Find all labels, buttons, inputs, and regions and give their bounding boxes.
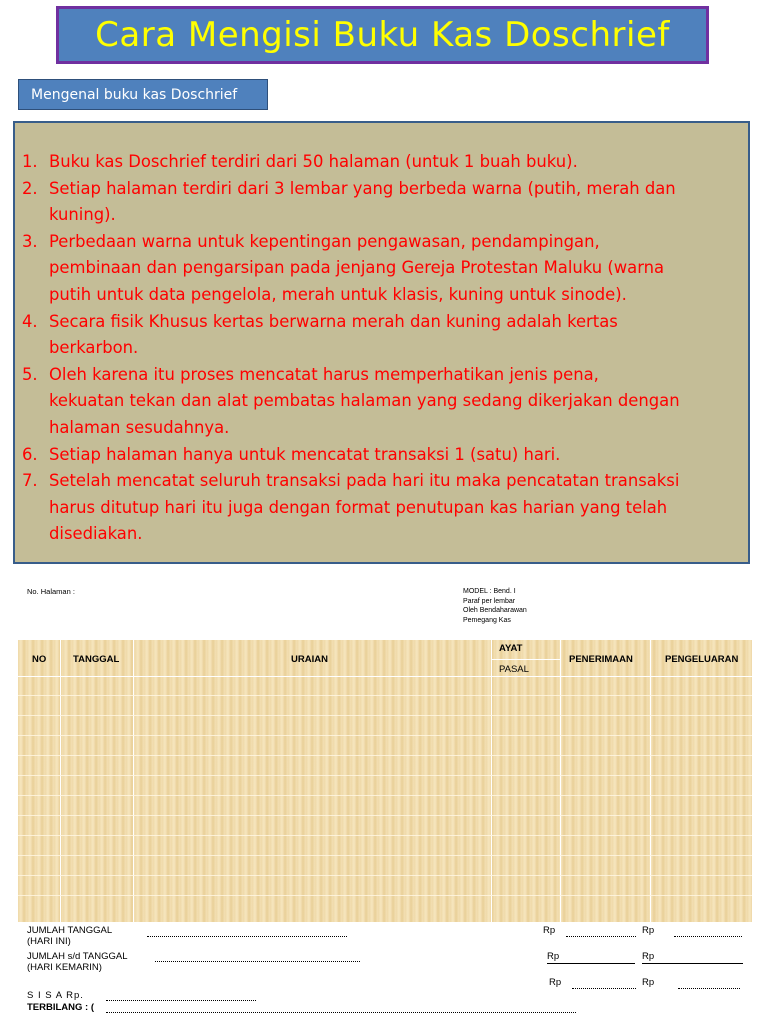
header-pasal: PASAL: [499, 664, 529, 675]
hari-ini-label: (HARI INI): [27, 936, 71, 947]
item-number: 4.: [22, 311, 38, 331]
dotted-line: [566, 936, 636, 937]
ledger-table: [18, 640, 752, 922]
row-line: [18, 755, 752, 756]
section-label: [18, 79, 268, 110]
item-number: 2.: [22, 178, 38, 198]
instruction-item: [22, 176, 732, 229]
item-line: berkarbon.: [49, 338, 139, 358]
rp-label: Rp: [549, 977, 562, 988]
rp-label: Rp: [547, 951, 560, 962]
row-line: [18, 695, 752, 696]
item-number: 6.: [22, 444, 38, 464]
section-label-text: Mengenal buku kas Doschrief: [31, 86, 238, 103]
header-pengeluaran: PENGELUARAN: [665, 654, 739, 665]
instruction-item: [22, 362, 732, 442]
item-line: Setiap halaman hanya untuk mencatat transaksi 1 (satu) hari.: [49, 444, 561, 464]
cash-book-form: [0, 578, 768, 1024]
header-penerimaan: PENERIMAAN: [569, 654, 633, 665]
dotted-line: [674, 936, 742, 937]
row-line: [18, 815, 752, 816]
jumlah-sd-label: JUMLAH s/d TANGGAL: [27, 951, 128, 962]
header-divider: [18, 676, 752, 677]
rp-label: Rp: [642, 925, 655, 936]
page-number-label: No. Halaman :: [27, 587, 75, 596]
header-no: NO: [32, 654, 47, 665]
dotted-line: [678, 988, 740, 989]
instruction-item: [22, 229, 732, 309]
row-line: [18, 715, 752, 716]
column-divider: [491, 640, 492, 922]
rp-label: Rp: [543, 925, 556, 936]
item-number: 7.: [22, 471, 38, 491]
row-line: [18, 835, 752, 836]
item-line: kekuatan tekan dan alat pembatas halaman yang sedang dikerjakan dengan: [49, 391, 680, 411]
ayat-pasal-divider: [491, 659, 560, 660]
instruction-item: [22, 468, 732, 548]
instructions-box: [13, 121, 750, 564]
item-line: Secara fisik Khusus kertas berwarna merah dan kuning adalah kertas: [49, 311, 618, 331]
item-number: 3.: [22, 231, 38, 251]
item-line: disediakan.: [49, 524, 143, 544]
model-line: Pemegang Kas: [463, 616, 511, 624]
item-number: 1.: [22, 152, 38, 171]
item-line: pembinaan dan pengarsipan pada jenjang Gereja Protestan Maluku (warna: [49, 258, 665, 278]
model-line: Oleh Bendaharawan: [463, 607, 527, 614]
dotted-line: [155, 961, 360, 962]
dotted-line: [147, 936, 347, 937]
row-line: [18, 895, 752, 896]
item-line: Buku kas Doschrief terdiri dari 50 halaman (untuk 1 buah buku).: [49, 152, 578, 171]
item-line: halaman sesudahnya.: [49, 417, 230, 437]
row-line: [18, 875, 752, 876]
dotted-line: [572, 988, 636, 989]
row-line: [18, 775, 752, 776]
underline: [547, 963, 635, 964]
dotted-line: [106, 1000, 256, 1001]
rp-label: Rp: [642, 977, 655, 988]
item-number: 5.: [22, 364, 38, 384]
column-divider: [133, 640, 134, 922]
header-tanggal: TANGGAL: [73, 654, 120, 665]
item-line: Setelah mencatat seluruh transaksi pada hari itu maka pencatatan transaksi: [49, 471, 680, 491]
row-line: [18, 855, 752, 856]
underline: [642, 963, 743, 964]
title-banner: [56, 6, 709, 64]
jumlah-tanggal-label: JUMLAH TANGGAL: [27, 925, 113, 936]
dotted-line: [106, 1012, 576, 1013]
item-line: Perbedaan warna untuk kepentingan pengawasan, pendampingan,: [49, 231, 600, 251]
row-line: [18, 795, 752, 796]
rp-label: Rp: [642, 951, 655, 962]
item-line: putih untuk data pengelola, merah untuk klasis, kuning untuk sinode).: [49, 284, 627, 304]
instructions-list: [15, 123, 748, 548]
item-line: Oleh karena itu proses mencatat harus memperhatikan jenis pena,: [49, 364, 599, 384]
column-divider: [650, 640, 651, 922]
item-line: kuning).: [49, 205, 116, 225]
model-line: Paraf per lembar: [463, 597, 516, 605]
instruction-item: [22, 442, 732, 469]
item-line: harus ditutup hari itu juga dengan format penutupan kas harian yang telah: [49, 497, 668, 517]
page-title: Cara Mengisi Buku Kas Doschrief: [95, 15, 670, 55]
column-divider: [560, 640, 561, 922]
header-ayat: AYAT: [499, 643, 523, 654]
hari-kemarin-label: (HARI KEMARIN): [27, 962, 102, 973]
model-info: [463, 587, 527, 625]
terbilang-label: TERBILANG : (: [27, 1002, 95, 1013]
item-line: Setiap halaman terdiri dari 3 lembar yang berbeda warna (putih, merah dan: [49, 178, 676, 198]
model-line: MODEL : Bend. I: [463, 588, 516, 595]
instruction-item: [22, 309, 732, 362]
instruction-item: [22, 149, 732, 176]
row-line: [18, 735, 752, 736]
sisa-label: S I S A Rp.: [27, 990, 84, 1001]
column-divider: [60, 640, 61, 922]
header-uraian: URAIAN: [291, 654, 328, 665]
